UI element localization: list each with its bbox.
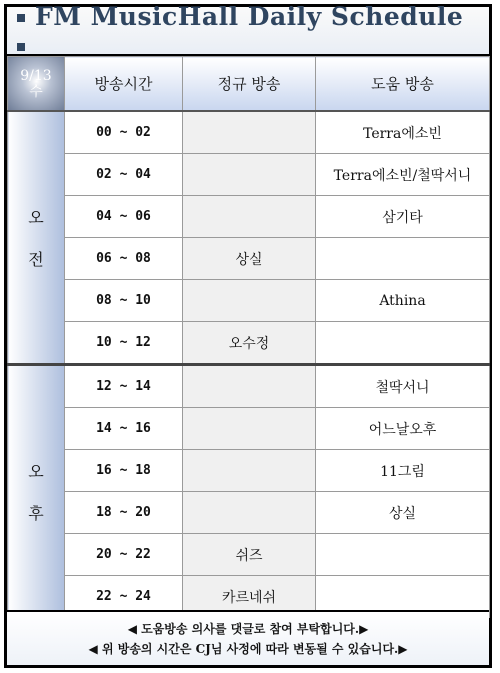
regular-cell — [183, 365, 316, 408]
time-cell: 14 ~ 16 — [65, 408, 183, 450]
guest-cell — [316, 534, 490, 576]
time-cell: 16 ~ 18 — [65, 450, 183, 492]
footer-line-1: ◀ 도움방송 의사를 댓글로 참여 부탁합니다.▶ — [127, 621, 369, 636]
table-row — [8, 154, 490, 196]
date-cell — [8, 57, 65, 112]
guest-cell: Athina — [316, 280, 490, 322]
time-cell: 08 ~ 10 — [65, 280, 183, 322]
guest-cell: Terra에소빈 — [316, 111, 490, 154]
schedule-frame — [4, 1, 492, 668]
time-cell: 06 ~ 08 — [65, 238, 183, 280]
footer-notice — [7, 610, 489, 665]
time-cell: 02 ~ 04 — [65, 154, 183, 196]
header-time: 방송시간 — [65, 57, 183, 112]
regular-cell: 카르네쉬 — [183, 576, 316, 618]
guest-cell: 11그림 — [316, 450, 490, 492]
schedule-table — [7, 56, 490, 618]
guest-cell: 철딱서니 — [316, 365, 490, 408]
table-row — [8, 365, 490, 408]
time-cell: 00 ~ 02 — [65, 111, 183, 154]
table-row — [8, 280, 490, 322]
footer-line-2: ◀ 위 방송의 시간은 CJ님 사정에 따라 변동될 수 있습니다.▶ — [88, 641, 408, 656]
time-cell: 18 ~ 20 — [65, 492, 183, 534]
time-cell: 20 ~ 22 — [65, 534, 183, 576]
guest-cell — [316, 238, 490, 280]
regular-cell: 상실 — [183, 238, 316, 280]
table-row — [8, 238, 490, 280]
square-bullet-icon — [17, 14, 25, 22]
header-guest: 도움 방송 — [316, 57, 490, 112]
time-cell: 22 ~ 24 — [65, 576, 183, 618]
time-cell: 10 ~ 12 — [65, 322, 183, 365]
table-row — [8, 492, 490, 534]
table-row — [8, 322, 490, 365]
schedule-title-bar — [7, 1, 489, 56]
regular-cell — [183, 450, 316, 492]
table-row — [8, 196, 490, 238]
table-row — [8, 534, 490, 576]
guest-cell: 어느날오후 — [316, 408, 490, 450]
regular-cell: 오수정 — [183, 322, 316, 365]
regular-cell — [183, 196, 316, 238]
regular-cell — [183, 280, 316, 322]
time-cell: 04 ~ 06 — [65, 196, 183, 238]
date-day: 9/13 — [20, 67, 52, 84]
table-row — [8, 450, 490, 492]
guest-cell: 삼기타 — [316, 196, 490, 238]
header-regular: 정규 방송 — [183, 57, 316, 112]
regular-cell: 쉬즈 — [183, 534, 316, 576]
table-row — [8, 111, 490, 154]
date-weekday: 수 — [29, 83, 43, 100]
schedule-title: FM MusicHall Daily Schedule — [35, 1, 464, 31]
regular-cell — [183, 408, 316, 450]
regular-cell — [183, 154, 316, 196]
time-cell: 12 ~ 14 — [65, 365, 183, 408]
regular-cell — [183, 111, 316, 154]
table-row — [8, 408, 490, 450]
pm-label: 오 후 — [8, 365, 65, 618]
am-label: 오 전 — [8, 111, 65, 365]
guest-cell — [316, 322, 490, 365]
regular-cell — [183, 492, 316, 534]
guest-cell: Terra에소빈/철딱서니 — [316, 154, 490, 196]
square-bullet-icon — [17, 43, 25, 51]
guest-cell: 상실 — [316, 492, 490, 534]
